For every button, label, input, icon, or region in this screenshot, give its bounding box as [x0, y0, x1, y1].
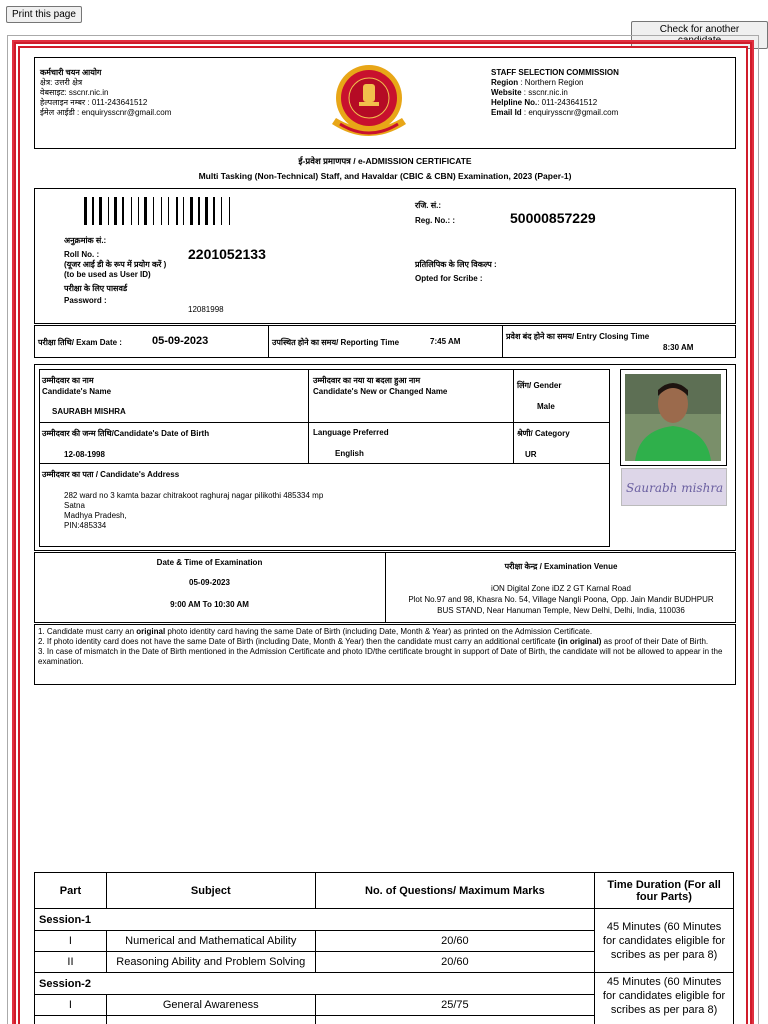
address-line: Madhya Pradesh, — [64, 511, 127, 520]
notes — [38, 627, 732, 667]
marks-cell: 20/60 — [315, 952, 595, 973]
header-questions: No. of Questions/ Maximum Marks — [315, 873, 595, 909]
header-right-line: Website : sscnr.nic.in — [491, 88, 568, 97]
header-part: Part — [35, 873, 107, 909]
category-value: UR — [525, 450, 537, 459]
candidate-signature — [621, 468, 727, 506]
roll-label-hi: अनुक्रमांक सं.: — [64, 236, 107, 245]
print-page-button[interactable]: Print this page — [6, 6, 82, 23]
header-left-line: हेल्पलाइन नम्बर : 011-243641512 — [40, 98, 148, 107]
grid-line — [308, 369, 309, 464]
candidate-photo — [625, 374, 721, 461]
name-label: Candidate's Name — [42, 387, 112, 396]
venue-label: परीक्षा केन्द्र / Examination Venue — [504, 562, 618, 571]
gender-value: Male — [537, 402, 555, 411]
person-photo-icon — [625, 374, 721, 461]
session-row — [35, 973, 734, 995]
candidate-name: SAURABH MISHRA — [52, 407, 126, 416]
table-header — [35, 873, 734, 909]
header-left-line: वेबसाइट: sscnr.nic.in — [40, 88, 109, 97]
userid-label: (to be used as User ID) — [64, 270, 151, 279]
language-label: Language Preferred — [313, 428, 389, 437]
reporting-time: 7:45 AM — [430, 337, 461, 346]
venue-line: BUS STAND, Near Hanuman Temple, New Delhi, Delhi, India, 110036 — [437, 606, 685, 615]
header-time: Time Duration (For all four Parts) — [595, 873, 734, 909]
header-right-title: STAFF SELECTION COMMISSION — [491, 68, 619, 77]
part-cell: II — [35, 952, 107, 973]
ssc-emblem-icon — [326, 62, 412, 142]
grid-line — [39, 463, 610, 464]
address-label: उम्मीदवार का पता / Candidate's Address — [42, 470, 180, 479]
reg-label-hi: रजि. सं.: — [415, 201, 442, 210]
dates-divider — [268, 325, 269, 358]
scribe-label: Opted for Scribe : — [415, 274, 483, 283]
exam-datetime-label: Date & Time of Examination — [156, 558, 263, 567]
venue-line: iON Digital Zone iDZ 2 GT Karnal Road — [491, 584, 631, 593]
exam-name: Multi Tasking (Non-Technical) Staff, and Havaldar (CBIC & CBN) Examination, 2023 (Paper-1) — [198, 171, 572, 181]
exam-time-value: 9:00 AM To 10:30 AM — [170, 600, 249, 609]
header-right — [491, 68, 619, 118]
reg-label: Reg. No.: : — [415, 216, 455, 225]
grid-line — [39, 422, 610, 423]
header-left-line: ईमेल आईडी : enquirysscnr@gmail.com — [40, 108, 172, 117]
password-label: Password : — [64, 296, 107, 305]
header-right-line: Region : Northern Region — [491, 78, 584, 87]
address-block — [64, 491, 323, 531]
dob-label: उम्मीदवार की जन्म तिथि/Candidate's Date of Birth — [42, 429, 210, 438]
address-line: Satna — [64, 501, 85, 510]
note-2: 2. If photo identity card does not have the same Date of Birth (including Date, Month & Year) then the candidate must carry an additional certificate (in original) as proof of their Date of Birth. — [38, 637, 709, 646]
venue-line: Plot No.97 and 98, Khasra No. 54, Village Nangli Poona, Opp. Jain Mandir BUDHPUR — [408, 595, 714, 604]
newname-label-hi: उम्मीदवार का नया या बदला हुआ नाम — [313, 376, 421, 385]
grid-line — [513, 369, 514, 464]
header-left — [40, 68, 171, 118]
part-cell: I — [35, 931, 107, 952]
address-line: PIN:485334 — [64, 521, 107, 530]
header-left-line: कर्मचारी चयन आयोग — [40, 68, 102, 77]
certificate-title: ई-प्रवेश प्रमाणपत्र / e-ADMISSION CERTIFICATE — [298, 156, 472, 166]
barcode-icon — [84, 197, 266, 225]
language-value: English — [335, 449, 364, 458]
subject-cell: General Awareness — [106, 995, 315, 1016]
subject-table — [34, 872, 734, 1024]
dates-divider — [502, 325, 503, 358]
session-1-label: Session-1 — [35, 909, 595, 931]
note-1: 1. Candidate must carry an original photo identity card having the same Date of Birth (including Date, Month & Year) as printed on the Admission Certificate. — [38, 627, 593, 636]
scribe-label-hi: प्रतिलिपिक के लिए विकल्प : — [415, 260, 497, 269]
password-value: 12081998 — [188, 305, 224, 314]
newname-label: Candidate's New or Changed Name — [313, 387, 448, 396]
dob-value: 12-08-1998 — [64, 450, 105, 459]
closing-label: प्रवेश बंद होने का समय/ Entry Closing Time — [506, 332, 650, 341]
session-1-duration: 45 Minutes (60 Minutes for candidates eligible for scribes as per para 8) — [595, 909, 734, 973]
subject-cell: Numerical and Mathematical Ability — [106, 931, 315, 952]
exam-date-value: 05-09-2023 — [189, 578, 230, 587]
header-subject: Subject — [106, 873, 315, 909]
session-row — [35, 909, 734, 931]
check-another-candidate-button[interactable]: Check for another candidate — [631, 21, 768, 49]
header-right-line: Email Id : enquirysscnr@gmail.com — [491, 108, 619, 117]
header-right-line: Helpline No.: 011-243641512 — [491, 98, 598, 107]
reg-number: 50000857229 — [510, 210, 596, 226]
signature-text: Saurabh mishra — [626, 481, 724, 495]
session-2-label: Session-2 — [35, 973, 595, 995]
reporting-label: उपस्थित होने का समय/ Reporting Time — [272, 338, 400, 347]
header-left-line: क्षेत्र: उत्तरी क्षेत्र — [40, 78, 83, 87]
exam-date-label: परीक्षा तिथि/ Exam Date : — [38, 338, 122, 347]
closing-time: 8:30 AM — [663, 343, 694, 352]
exam-date: 05-09-2023 — [152, 335, 209, 347]
note-3: 3. In case of mismatch in the Date of Birth mentioned in the Admission Certificate and photo ID/the certificate brought in support of Date of Birth, the candidate will not be allowed to appear in the examination. — [38, 647, 723, 666]
category-label: श्रेणी/ Category — [517, 429, 570, 438]
ssc-emblem — [326, 62, 412, 142]
roll-label: Roll No. : — [64, 250, 100, 259]
address-line: 282 ward no 3 kamta bazar chitrakoot raghuraj nagar pilikothi 485334 mp — [64, 491, 324, 500]
venue-address — [386, 583, 736, 616]
subject-cell: Reasoning Ability and Problem Solving — [106, 952, 315, 973]
session-2-duration: 45 Minutes (60 Minutes for candidates eligible for scribes as per para 8) — [595, 973, 734, 1024]
userid-label-hi: (यूजर आई डी के रूप में प्रयोग करें ) — [64, 260, 167, 269]
roll-section — [64, 236, 166, 306]
gender-label: लिंग/ Gender — [517, 381, 562, 390]
part-cell: I — [35, 995, 107, 1016]
name-label-hi: उम्मीदवार का नाम — [42, 376, 94, 385]
roll-number: 2201052133 — [188, 246, 266, 262]
marks-cell: 20/60 — [315, 931, 595, 952]
password-label-hi: परीक्षा के लिए पासवर्ड — [64, 284, 128, 293]
marks-cell: 25/75 — [315, 995, 595, 1016]
